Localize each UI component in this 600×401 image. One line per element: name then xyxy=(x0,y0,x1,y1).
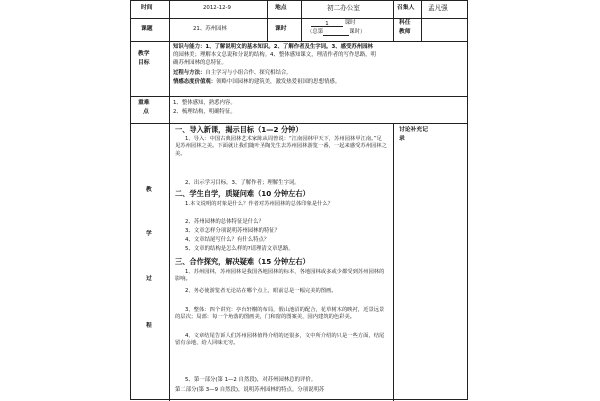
row-divider xyxy=(131,41,467,42)
section-3-title: 三、合作探究，解决疑难（15 分钟左右） xyxy=(175,257,310,266)
key-points-label-2: 点 xyxy=(143,109,149,115)
place-label: 地点 xyxy=(275,5,287,11)
section-2-title: 二、学生自学，质疑问难（10 分钟左右） xyxy=(175,189,310,198)
hours-value: 1 xyxy=(311,21,343,27)
section-3-paragraph: 5、第一部分(第 1—2 自然段)，对苏州园林总的评价。 xyxy=(185,377,317,383)
teacher-label: 科任 xyxy=(399,20,411,26)
key-point-item: 2、梳理结构，明确特征。 xyxy=(173,109,236,115)
row-divider xyxy=(131,96,467,97)
total-hours-unit: 课时） xyxy=(349,29,366,35)
convener-label: 召集人 xyxy=(397,5,415,11)
section-3-paragraph: 4、文章结尾告诉人们苏州园林值得介绍的还很多，文中所介绍的只是一些方面，结尾留有余地，给人回味无穷。 xyxy=(175,333,385,347)
column-divider xyxy=(301,1,302,41)
key-points-label: 重难 xyxy=(138,100,150,106)
goal-method: 过程与方法：自主学习与小组合作、探究相结合。 xyxy=(173,70,292,76)
time-value: 2012-12-9 xyxy=(203,5,231,11)
section-1-paragraph: 2、出示学习目标。3、了解作者；理解生字词。 xyxy=(185,180,300,186)
goal-line: 确苏州园林的总特征。 xyxy=(173,60,227,66)
section-3-paragraph: 3、整体：四个讲究：亭台轩榭的布局，假山池沼的配合，花草树木的映衬，近景远景的层次；局部：每一个角落的图画美，门和窗的图案美，园内建筑的色彩美。 xyxy=(175,307,385,321)
goal-attitude: 情感态度价值观：领略中国园林的建筑美，激发热爱祖国的思想情感。 xyxy=(173,79,341,85)
section-3-paragraph: 第二部分(第 3—9 自然段)，说明苏州园林的特点。分项说明苏 xyxy=(175,387,325,393)
section-3-paragraph: 2、务必使游览者无论站在哪个点上，眼前总是一幅完美的图画。 xyxy=(185,288,337,294)
hours-line-2 xyxy=(307,29,365,36)
section-2-question: 5、文章的结构是怎么样的?请理清文章思路。 xyxy=(185,246,294,252)
goals-label: 教学 xyxy=(138,51,150,57)
lesson-plan-table xyxy=(130,0,468,400)
notes-title-2: 录 xyxy=(399,136,405,142)
row-divider xyxy=(131,18,467,19)
column-divider xyxy=(393,123,394,401)
total-hours-blank xyxy=(323,30,349,36)
goals-label-2: 目标 xyxy=(138,60,150,66)
process-label-char: 程 xyxy=(146,323,152,329)
process-label-char: 过 xyxy=(146,276,152,282)
section-1-paragraph: 1、导入：中国古典园林艺术家陈从周曾说：“江南园林甲天下，苏州园林甲江南。”足见苏州园林之美。下面就让我们随叶圣陶先生去苏州园林游览一番，一起来感受苏州园林之美。 xyxy=(175,136,387,157)
goal-line: 知识与能力：1、了解说明文的基本知识。2、了解作者及生字词。3、感受苏州园林 xyxy=(173,44,373,50)
convener-value: 孟凡强 xyxy=(428,4,448,12)
hours-line-1 xyxy=(311,20,356,27)
section-2-question: 3、文章怎样分项说明苏州园林的特征？ xyxy=(185,228,281,234)
section-2-question: 1.本文说明的对象是什么？作者对苏州园林的总体印象是什么？ xyxy=(185,201,334,207)
place-value: 初二办公室 xyxy=(327,4,360,12)
time-label: 时间 xyxy=(141,5,153,11)
teacher-label-2: 教师 xyxy=(399,29,411,35)
process-label-char: 教 xyxy=(146,187,152,193)
hours-unit: 课时 xyxy=(344,20,356,26)
section-3-paragraph: 1、苏州园林，苏州园林是我国各地园林的标本，各地园林或多或少都受到苏州园林的影响。 xyxy=(175,269,385,283)
topic-value: 21、苏州园林 xyxy=(193,26,227,32)
row-divider xyxy=(131,123,467,124)
column-divider xyxy=(169,123,170,401)
section-2-question: 4、文章结尾写什么？有什么特点？ xyxy=(185,237,270,243)
total-hours-prefix: （总第 xyxy=(307,29,324,35)
column-divider xyxy=(267,1,268,41)
hours-label: 课时 xyxy=(275,26,287,32)
column-divider xyxy=(393,1,394,41)
process-label-char: 学 xyxy=(146,231,152,237)
column-divider xyxy=(169,1,170,123)
topic-label: 课题 xyxy=(141,26,153,32)
notes-title: 讨论补充记 xyxy=(399,127,428,133)
section-1-title: 一、导入新课，揭示目标（1—2 分钟） xyxy=(175,125,303,134)
key-point-item: 1、整体感知，熟悉内容。 xyxy=(173,100,236,106)
column-divider xyxy=(421,1,422,41)
section-2-question: 2、苏州园林的总体特征是什么？ xyxy=(185,219,264,225)
goal-line: 的园林美；理解本文总说和分说的结构。4、整体感知课文，理清作者的写作思路，明 xyxy=(173,52,376,58)
